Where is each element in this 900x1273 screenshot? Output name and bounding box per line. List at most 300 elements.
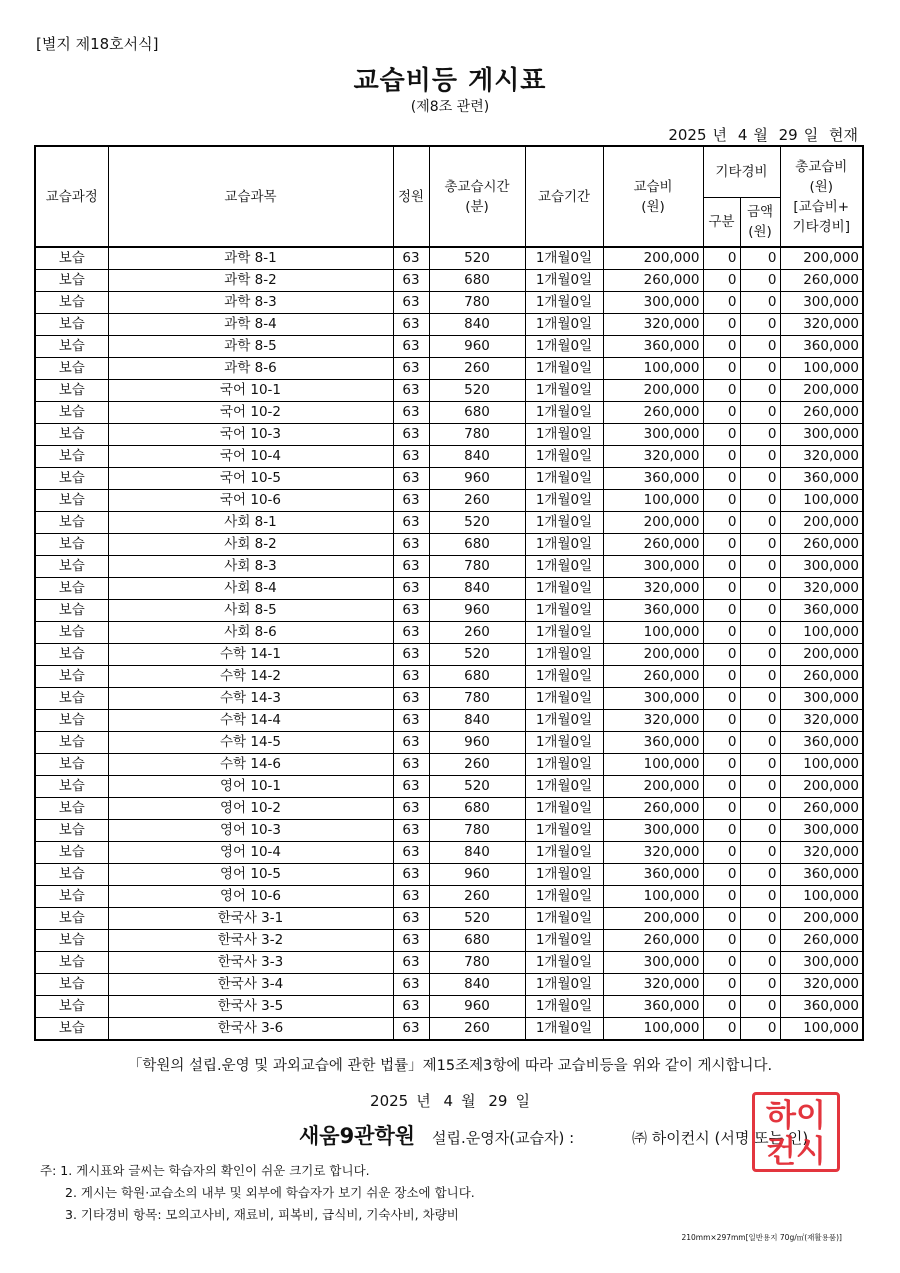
cell-fee: 320,000	[603, 446, 703, 468]
cell-capacity: 63	[393, 886, 429, 908]
cell-capacity: 63	[393, 688, 429, 710]
cell-period: 1개월0일	[525, 952, 603, 974]
cell-total: 300,000	[780, 688, 863, 710]
table-row	[35, 974, 863, 996]
cell-other-amount: 0	[740, 930, 780, 952]
cell-period: 1개월0일	[525, 336, 603, 358]
cell-course: 보습	[35, 1018, 108, 1041]
cell-course: 보습	[35, 798, 108, 820]
cell-subject: 영어 10-1	[108, 776, 393, 798]
table-row	[35, 380, 863, 402]
cell-hours: 840	[429, 710, 525, 732]
cell-other-type: 0	[703, 270, 740, 292]
cell-other-type: 0	[703, 886, 740, 908]
cell-capacity: 63	[393, 314, 429, 336]
cell-total: 360,000	[780, 600, 863, 622]
cell-hours: 840	[429, 842, 525, 864]
table-row	[35, 600, 863, 622]
cell-other-type: 0	[703, 930, 740, 952]
as-of-suffix: 현재	[829, 126, 858, 144]
cell-other-type: 0	[703, 358, 740, 380]
cell-other-amount: 0	[740, 270, 780, 292]
cell-period: 1개월0일	[525, 358, 603, 380]
cell-fee: 260,000	[603, 666, 703, 688]
cell-capacity: 63	[393, 974, 429, 996]
table-row	[35, 710, 863, 732]
header-total-line2: (원)	[809, 178, 834, 195]
cell-fee: 100,000	[603, 886, 703, 908]
cell-subject: 사회 8-4	[108, 578, 393, 600]
cell-hours: 960	[429, 336, 525, 358]
cell-fee: 320,000	[603, 710, 703, 732]
cell-other-amount: 0	[740, 952, 780, 974]
cell-other-amount: 0	[740, 314, 780, 336]
cell-other-type: 0	[703, 292, 740, 314]
cell-other-amount: 0	[740, 798, 780, 820]
cell-course: 보습	[35, 644, 108, 666]
fee-table-body	[35, 247, 863, 1040]
cell-period: 1개월0일	[525, 534, 603, 556]
cell-hours: 680	[429, 270, 525, 292]
cell-fee: 360,000	[603, 732, 703, 754]
table-row	[35, 512, 863, 534]
cell-course: 보습	[35, 556, 108, 578]
as-of-day-unit: 일	[803, 126, 819, 144]
cell-hours: 780	[429, 556, 525, 578]
cell-capacity: 63	[393, 336, 429, 358]
table-row	[35, 622, 863, 644]
cell-fee: 320,000	[603, 842, 703, 864]
cell-course: 보습	[35, 380, 108, 402]
cell-subject: 사회 8-1	[108, 512, 393, 534]
cell-course: 보습	[35, 776, 108, 798]
cell-subject: 사회 8-2	[108, 534, 393, 556]
cell-other-type: 0	[703, 798, 740, 820]
cell-capacity: 63	[393, 842, 429, 864]
cell-other-amount: 0	[740, 974, 780, 996]
table-row	[35, 842, 863, 864]
cell-other-amount: 0	[740, 292, 780, 314]
cell-total: 200,000	[780, 644, 863, 666]
cell-total: 360,000	[780, 864, 863, 886]
cell-capacity: 63	[393, 1018, 429, 1041]
cell-period: 1개월0일	[525, 798, 603, 820]
issue-day: 29	[488, 1092, 508, 1110]
cell-subject: 한국사 3-5	[108, 996, 393, 1018]
issue-day-unit: 일	[515, 1092, 530, 1110]
founder-label: 설립.운영자(교습자) :	[432, 1129, 575, 1147]
cell-other-amount: 0	[740, 688, 780, 710]
table-row	[35, 292, 863, 314]
cell-subject: 과학 8-3	[108, 292, 393, 314]
cell-hours: 780	[429, 952, 525, 974]
cell-period: 1개월0일	[525, 666, 603, 688]
issue-month-unit: 월	[461, 1092, 476, 1110]
cell-total: 100,000	[780, 754, 863, 776]
cell-capacity: 63	[393, 512, 429, 534]
header-other-amount-line1: 금액	[746, 203, 774, 220]
cell-course: 보습	[35, 247, 108, 270]
cell-period: 1개월0일	[525, 468, 603, 490]
table-row	[35, 908, 863, 930]
cell-fee: 100,000	[603, 1018, 703, 1041]
table-row	[35, 247, 863, 270]
cell-period: 1개월0일	[525, 820, 603, 842]
cell-other-amount: 0	[740, 512, 780, 534]
cell-fee: 200,000	[603, 776, 703, 798]
cell-capacity: 63	[393, 952, 429, 974]
cell-subject: 영어 10-3	[108, 820, 393, 842]
cell-total: 300,000	[780, 292, 863, 314]
cell-course: 보습	[35, 424, 108, 446]
cell-total: 360,000	[780, 996, 863, 1018]
cell-hours: 840	[429, 974, 525, 996]
cell-subject: 영어 10-5	[108, 864, 393, 886]
cell-other-amount: 0	[740, 336, 780, 358]
cell-total: 100,000	[780, 622, 863, 644]
table-row	[35, 886, 863, 908]
cell-course: 보습	[35, 996, 108, 1018]
issue-month: 4	[443, 1092, 454, 1110]
cell-total: 100,000	[780, 886, 863, 908]
table-row	[35, 798, 863, 820]
cell-other-type: 0	[703, 424, 740, 446]
cell-fee: 260,000	[603, 930, 703, 952]
cell-other-amount: 0	[740, 358, 780, 380]
cell-fee: 360,000	[603, 468, 703, 490]
cell-subject: 한국사 3-1	[108, 908, 393, 930]
cell-course: 보습	[35, 358, 108, 380]
header-capacity: 정원	[393, 146, 429, 247]
cell-other-type: 0	[703, 512, 740, 534]
cell-total: 100,000	[780, 490, 863, 512]
cell-period: 1개월0일	[525, 292, 603, 314]
table-row	[35, 864, 863, 886]
cell-period: 1개월0일	[525, 512, 603, 534]
cell-total: 260,000	[780, 270, 863, 292]
cell-subject: 과학 8-1	[108, 247, 393, 270]
cell-capacity: 63	[393, 666, 429, 688]
paper-spec: 210mm×297mm[일반용지 70g/㎡(재활용품)]	[681, 1233, 842, 1242]
table-row	[35, 578, 863, 600]
cell-capacity: 63	[393, 732, 429, 754]
header-other: 기타경비	[703, 146, 780, 197]
cell-other-type: 0	[703, 732, 740, 754]
cell-course: 보습	[35, 710, 108, 732]
cell-capacity: 63	[393, 776, 429, 798]
header-total-line1: 총교습비	[795, 158, 848, 175]
cell-subject: 국어 10-2	[108, 402, 393, 424]
cell-other-amount: 0	[740, 534, 780, 556]
cell-subject: 국어 10-6	[108, 490, 393, 512]
cell-fee: 360,000	[603, 336, 703, 358]
cell-capacity: 63	[393, 292, 429, 314]
table-row	[35, 402, 863, 424]
cell-fee: 300,000	[603, 424, 703, 446]
cell-other-type: 0	[703, 380, 740, 402]
cell-hours: 780	[429, 292, 525, 314]
cell-total: 320,000	[780, 578, 863, 600]
cell-course: 보습	[35, 666, 108, 688]
cell-hours: 260	[429, 622, 525, 644]
cell-total: 260,000	[780, 930, 863, 952]
cell-other-type: 0	[703, 1018, 740, 1041]
operator-signature: ㈜ 하이컨시 (서명 또는 인)	[632, 1129, 809, 1147]
table-row	[35, 490, 863, 512]
notes	[40, 1160, 475, 1226]
cell-hours: 840	[429, 578, 525, 600]
cell-fee: 360,000	[603, 864, 703, 886]
table-row	[35, 930, 863, 952]
cell-other-type: 0	[703, 556, 740, 578]
cell-course: 보습	[35, 732, 108, 754]
cell-period: 1개월0일	[525, 864, 603, 886]
cell-course: 보습	[35, 820, 108, 842]
cell-course: 보습	[35, 314, 108, 336]
cell-hours: 960	[429, 600, 525, 622]
cell-period: 1개월0일	[525, 402, 603, 424]
cell-fee: 320,000	[603, 974, 703, 996]
cell-period: 1개월0일	[525, 996, 603, 1018]
cell-other-type: 0	[703, 996, 740, 1018]
cell-subject: 영어 10-4	[108, 842, 393, 864]
header-other-amount-line2: (원)	[748, 223, 772, 240]
cell-other-type: 0	[703, 336, 740, 358]
cell-subject: 국어 10-5	[108, 468, 393, 490]
cell-fee: 320,000	[603, 314, 703, 336]
cell-period: 1개월0일	[525, 622, 603, 644]
cell-fee: 360,000	[603, 996, 703, 1018]
table-row	[35, 358, 863, 380]
cell-total: 260,000	[780, 402, 863, 424]
issue-year: 2025	[370, 1092, 409, 1110]
cell-other-type: 0	[703, 402, 740, 424]
cell-other-amount: 0	[740, 402, 780, 424]
cell-other-amount: 0	[740, 996, 780, 1018]
cell-total: 200,000	[780, 776, 863, 798]
cell-course: 보습	[35, 490, 108, 512]
cell-other-type: 0	[703, 600, 740, 622]
cell-capacity: 63	[393, 754, 429, 776]
cell-other-type: 0	[703, 754, 740, 776]
header-other-amount	[740, 197, 780, 247]
cell-other-type: 0	[703, 952, 740, 974]
cell-course: 보습	[35, 930, 108, 952]
as-of-date	[662, 124, 858, 145]
cell-capacity: 63	[393, 820, 429, 842]
cell-period: 1개월0일	[525, 732, 603, 754]
header-other-type: 구분	[703, 197, 740, 247]
issue-year-unit: 년	[416, 1092, 431, 1110]
cell-capacity: 63	[393, 556, 429, 578]
header-fee-line2: (원)	[641, 198, 665, 215]
table-row	[35, 732, 863, 754]
cell-other-amount: 0	[740, 842, 780, 864]
cell-other-amount: 0	[740, 710, 780, 732]
cell-subject: 한국사 3-3	[108, 952, 393, 974]
table-row	[35, 996, 863, 1018]
cell-capacity: 63	[393, 930, 429, 952]
cell-other-amount: 0	[740, 820, 780, 842]
cell-subject: 사회 8-3	[108, 556, 393, 578]
cell-total: 300,000	[780, 820, 863, 842]
cell-other-type: 0	[703, 908, 740, 930]
cell-total: 300,000	[780, 952, 863, 974]
cell-other-type: 0	[703, 446, 740, 468]
cell-other-amount: 0	[740, 776, 780, 798]
table-row	[35, 952, 863, 974]
cell-hours: 680	[429, 798, 525, 820]
cell-other-amount: 0	[740, 446, 780, 468]
cell-other-amount: 0	[740, 380, 780, 402]
cell-subject: 사회 8-5	[108, 600, 393, 622]
cell-course: 보습	[35, 622, 108, 644]
cell-other-amount: 0	[740, 490, 780, 512]
cell-subject: 과학 8-5	[108, 336, 393, 358]
cell-other-type: 0	[703, 468, 740, 490]
cell-total: 360,000	[780, 468, 863, 490]
cell-subject: 한국사 3-6	[108, 1018, 393, 1041]
cell-fee: 260,000	[603, 270, 703, 292]
cell-other-amount: 0	[740, 732, 780, 754]
cell-subject: 과학 8-2	[108, 270, 393, 292]
cell-hours: 520	[429, 776, 525, 798]
cell-subject: 과학 8-4	[108, 314, 393, 336]
cell-course: 보습	[35, 688, 108, 710]
cell-total: 200,000	[780, 247, 863, 270]
cell-period: 1개월0일	[525, 490, 603, 512]
cell-other-type: 0	[703, 710, 740, 732]
cell-capacity: 63	[393, 798, 429, 820]
table-row	[35, 446, 863, 468]
cell-other-type: 0	[703, 842, 740, 864]
cell-other-type: 0	[703, 688, 740, 710]
cell-total: 320,000	[780, 974, 863, 996]
cell-course: 보습	[35, 578, 108, 600]
cell-other-type: 0	[703, 644, 740, 666]
cell-period: 1개월0일	[525, 776, 603, 798]
cell-course: 보습	[35, 754, 108, 776]
cell-capacity: 63	[393, 710, 429, 732]
cell-total: 260,000	[780, 666, 863, 688]
cell-total: 200,000	[780, 512, 863, 534]
cell-total: 300,000	[780, 424, 863, 446]
cell-course: 보습	[35, 468, 108, 490]
cell-period: 1개월0일	[525, 974, 603, 996]
table-row	[35, 336, 863, 358]
cell-capacity: 63	[393, 270, 429, 292]
cell-other-amount: 0	[740, 622, 780, 644]
cell-subject: 과학 8-6	[108, 358, 393, 380]
cell-capacity: 63	[393, 358, 429, 380]
cell-subject: 영어 10-6	[108, 886, 393, 908]
as-of-year-unit: 년	[712, 126, 728, 144]
cell-other-amount: 0	[740, 644, 780, 666]
cell-fee: 100,000	[603, 490, 703, 512]
cell-course: 보습	[35, 292, 108, 314]
cell-period: 1개월0일	[525, 930, 603, 952]
header-fee-line1: 교습비	[633, 178, 673, 195]
company-seal: 하이 컨시	[752, 1092, 840, 1172]
cell-total: 320,000	[780, 446, 863, 468]
cell-other-amount: 0	[740, 556, 780, 578]
cell-fee: 200,000	[603, 247, 703, 270]
header-total-line3: [교습비+	[793, 198, 850, 215]
cell-hours: 680	[429, 402, 525, 424]
cell-capacity: 63	[393, 490, 429, 512]
cell-hours: 520	[429, 908, 525, 930]
cell-hours: 680	[429, 534, 525, 556]
cell-fee: 100,000	[603, 622, 703, 644]
cell-subject: 국어 10-3	[108, 424, 393, 446]
cell-other-type: 0	[703, 578, 740, 600]
header-hours-line1: 총교습시간	[444, 178, 510, 195]
cell-period: 1개월0일	[525, 754, 603, 776]
cell-capacity: 63	[393, 402, 429, 424]
cell-other-amount: 0	[740, 754, 780, 776]
cell-course: 보습	[35, 336, 108, 358]
header-total	[780, 146, 863, 247]
cell-total: 320,000	[780, 710, 863, 732]
cell-fee: 300,000	[603, 820, 703, 842]
cell-hours: 780	[429, 424, 525, 446]
cell-period: 1개월0일	[525, 270, 603, 292]
cell-capacity: 63	[393, 446, 429, 468]
cell-hours: 780	[429, 688, 525, 710]
cell-total: 200,000	[780, 908, 863, 930]
cell-other-amount: 0	[740, 864, 780, 886]
cell-course: 보습	[35, 600, 108, 622]
cell-total: 100,000	[780, 358, 863, 380]
cell-other-type: 0	[703, 622, 740, 644]
cell-hours: 520	[429, 512, 525, 534]
table-row	[35, 270, 863, 292]
cell-course: 보습	[35, 886, 108, 908]
cell-period: 1개월0일	[525, 842, 603, 864]
cell-total: 300,000	[780, 556, 863, 578]
cell-subject: 사회 8-6	[108, 622, 393, 644]
as-of-day: 29	[778, 126, 798, 144]
cell-hours: 260	[429, 1018, 525, 1041]
cell-total: 260,000	[780, 534, 863, 556]
cell-capacity: 63	[393, 468, 429, 490]
cell-hours: 520	[429, 247, 525, 270]
table-row	[35, 820, 863, 842]
cell-course: 보습	[35, 270, 108, 292]
cell-capacity: 63	[393, 578, 429, 600]
cell-hours: 260	[429, 490, 525, 512]
cell-other-amount: 0	[740, 247, 780, 270]
cell-fee: 200,000	[603, 908, 703, 930]
cell-fee: 320,000	[603, 578, 703, 600]
cell-subject: 국어 10-4	[108, 446, 393, 468]
cell-course: 보습	[35, 402, 108, 424]
cell-hours: 960	[429, 468, 525, 490]
cell-capacity: 63	[393, 864, 429, 886]
cell-total: 320,000	[780, 842, 863, 864]
cell-period: 1개월0일	[525, 314, 603, 336]
cell-period: 1개월0일	[525, 578, 603, 600]
cell-fee: 100,000	[603, 754, 703, 776]
cell-period: 1개월0일	[525, 600, 603, 622]
cell-fee: 360,000	[603, 600, 703, 622]
cell-capacity: 63	[393, 424, 429, 446]
cell-period: 1개월0일	[525, 247, 603, 270]
table-row	[35, 644, 863, 666]
cell-course: 보습	[35, 842, 108, 864]
cell-subject: 수학 14-2	[108, 666, 393, 688]
cell-subject: 국어 10-1	[108, 380, 393, 402]
